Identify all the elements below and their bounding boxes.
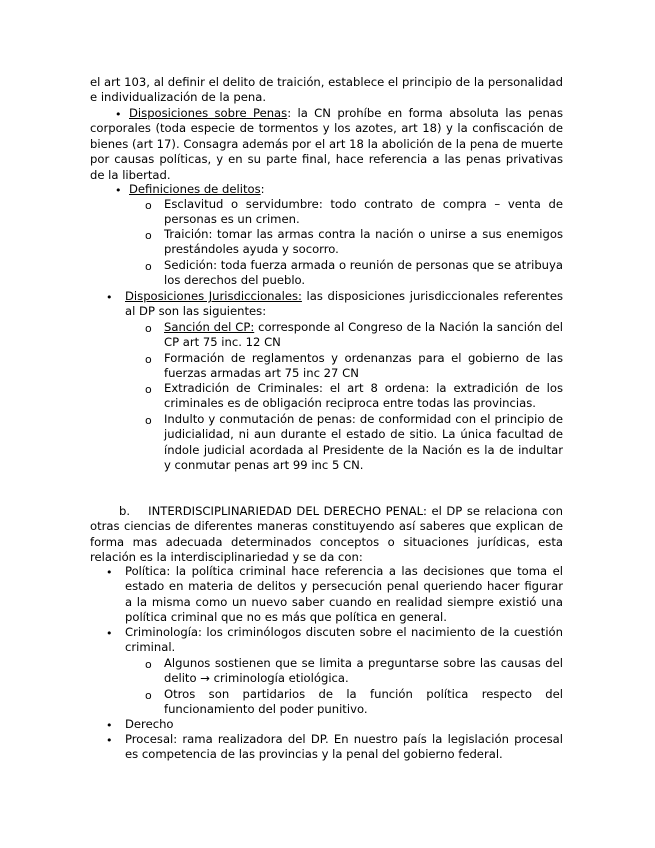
bullet-derecho: • <box>106 719 113 732</box>
section-b-label: b. <box>119 504 131 518</box>
section-b-text: INTERDISCIPLINARIEDAD DEL DERECHO PENAL: el DP se relaciona con otras ciencias de diferentes maneras constituyendo así saberes que explican de forma mas adecuada determinados conceptos o situaciones jurídicas, esta relación es la interdisciplinariedad y se da con: <box>90 504 563 565</box>
bullet-delitos: • <box>115 184 122 197</box>
jur-item-extradicion: Extradición de Criminales: el art 8 ordena: la extradición de los criminales es de obligación reciproca entre todas las provincias. <box>164 381 563 411</box>
bullet-procesal: • <box>106 734 113 747</box>
jurisdiccionales-text: las disposiciones jurisdiccionales referentes al DP son las siguientes: <box>125 289 563 319</box>
intro-paragraph: el art 103, al definir el delito de traición, establece el principio de la personalidad e individualización de la pena. <box>90 75 563 105</box>
delitos-heading-line <box>129 182 563 197</box>
sub-bullet-sedicion: o <box>145 260 152 273</box>
item-procesal: Procesal: rama realizadora del DP. En nuestro país la legislación procesal es competencia de las provincias y la penal del gobierno federal. <box>125 732 563 762</box>
item-criminologia: Criminología: los criminólogos discuten sobre el nacimiento de la cuestión criminal. <box>125 625 563 655</box>
penas-heading: Disposiciones sobre Penas <box>129 106 288 120</box>
delito-sedicion: Sedición: toda fuerza armada o reunión de personas que se atribuya los derechos del pueblo. <box>164 258 563 288</box>
sub-bullet-punitivo: o <box>145 689 152 702</box>
section-b-paragraph <box>90 504 563 566</box>
criminologia-sub-etiologica: Algunos sostienen que se limita a preguntarse sobre las causas del delito → criminología etiológica. <box>164 656 563 686</box>
sub-bullet-sancion: o <box>145 322 152 335</box>
jurisdiccionales-paragraph <box>125 289 563 320</box>
delitos-colon: : <box>260 182 265 196</box>
delitos-heading: Definiciones de delitos <box>129 182 261 196</box>
jur-item-sancion <box>164 320 563 351</box>
jur-item-indulto: Indulto y conmutación de penas: de conformidad con el principio de judicialidad, ni aun durante el estado de sitio. La única facultad de índole judicial acordada al Presidente de la Nación es la de indultar y conmutar penas art 99 inc 5 CN. <box>164 412 563 473</box>
jur-item-sancion-heading: Sanción del CP: <box>164 320 255 334</box>
sub-bullet-traicion: o <box>145 229 152 242</box>
criminologia-sub-punitivo: Otros son partidarios de la función política respecto del funcionamiento del poder punitivo. <box>164 687 563 717</box>
sub-bullet-indulto: o <box>145 414 152 427</box>
penas-paragraph <box>90 106 563 183</box>
delito-traicion: Traición: tomar las armas contra la nación o unirse a sus enemigos prestándoles ayuda y socorro. <box>164 227 563 257</box>
bullet-jurisdiccionales: • <box>106 291 113 304</box>
jur-item-reglamentos: Formación de reglamentos y ordenanzas para el gobierno de las fuerzas armadas art 75 inc 27 CN <box>164 351 563 381</box>
jurisdiccionales-heading: Disposiciones Jurisdiccionales: <box>125 289 302 303</box>
sub-bullet-etiologica: o <box>145 658 152 671</box>
item-politica: Política: la política criminal hace referencia a las decisiones que toma el estado en materia de delitos y persecución penal queriendo hacer figurar a la misma como un nuevo saber cuando en realidad siempre existió una política criminal que no es más que política en general. <box>125 564 563 625</box>
bullet-politica: • <box>106 566 113 579</box>
delito-esclavitud: Esclavitud o servidumbre: todo contrato de compra – venta de personas es un crimen. <box>164 197 563 227</box>
bullet-criminologia: • <box>106 627 113 640</box>
bullet-penas: • <box>115 108 122 121</box>
item-derecho: Derecho <box>125 717 174 731</box>
sub-bullet-extradicion: o <box>145 383 152 396</box>
sub-bullet-reglamentos: o <box>145 353 152 366</box>
jur-item-sancion-text: corresponde al Congreso de la Nación la sanción del CP art 75 inc. 12 CN <box>164 320 563 350</box>
sub-bullet-esclavitud: o <box>145 199 152 212</box>
penas-text: : la CN prohíbe en forma absoluta las penas corporales (toda especie de tormentos y los azotes, art 18) y la confiscación de bienes (art 17). Consagra además por el art 18 la abolición de la pena de muerte por causas políticas, y en su parte final, hace referencia a las penas privativas de la libertad. <box>90 106 563 182</box>
